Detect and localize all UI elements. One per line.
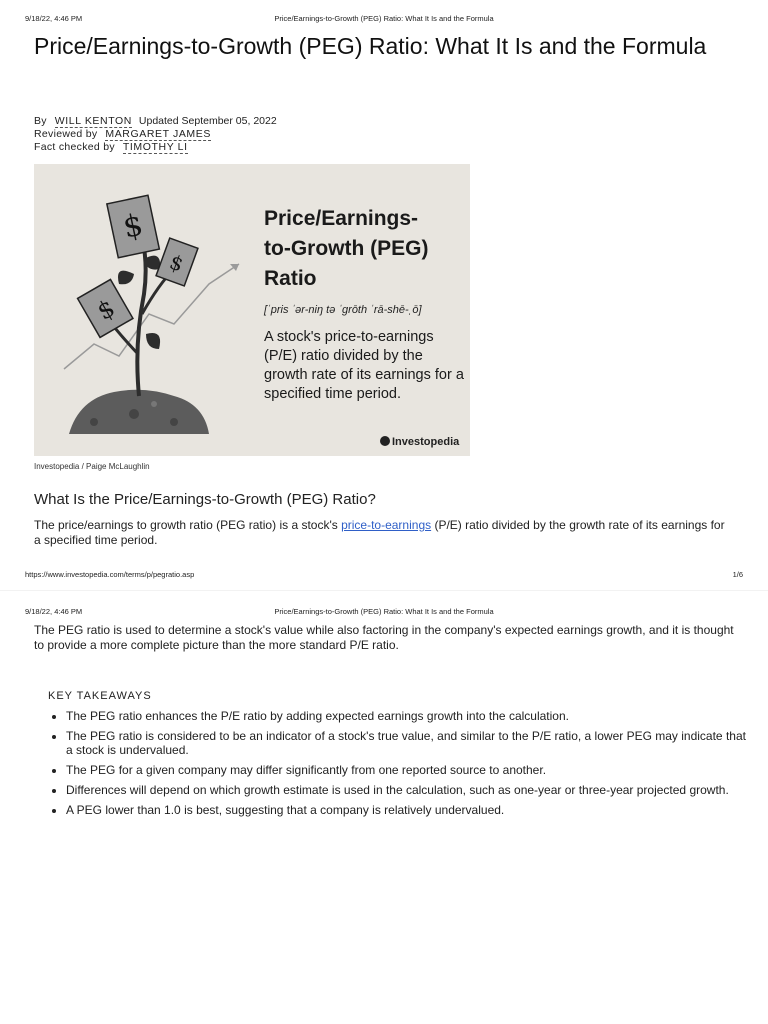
money-plant-illustration xyxy=(34,164,264,456)
reviewed-label: Reviewed by xyxy=(34,128,98,140)
author-link[interactable]: WILL KENTON xyxy=(54,115,132,127)
by-label: By xyxy=(34,115,47,127)
hero-title-line2a: to-Growth ( xyxy=(264,237,378,260)
hero-title-peg: PEG xyxy=(377,237,422,260)
svg-text:$: $ xyxy=(120,207,147,246)
logo-mark-icon xyxy=(380,436,390,446)
print-date-2: 9/18/22, 4:46 PM xyxy=(25,607,83,616)
list-item: • Differences will depend on which growth estimate is used in the calculation, such as one-year or three-year projected growth. xyxy=(66,783,746,797)
investopedia-logo xyxy=(380,436,459,448)
key-takeaways-label: KEY TAKEAWAYS xyxy=(48,690,152,702)
print-url: https://www.investopedia.com/terms/p/pegratio.asp xyxy=(25,570,195,579)
price-to-earnings-link[interactable]: price-to-earnings xyxy=(341,518,432,532)
key-takeaways-list xyxy=(48,709,746,823)
hero-image xyxy=(34,164,470,456)
intro-text-2: (P/E) ratio divided by the growth rate of its earnings for a specified time period. xyxy=(34,518,725,547)
page-separator xyxy=(0,590,768,591)
svg-text:$: $ xyxy=(92,293,120,326)
print-date: 9/18/22, 4:46 PM xyxy=(25,14,83,23)
reviewer-link[interactable]: MARGARET JAMES xyxy=(105,128,211,140)
image-credit: Investopedia / Paige McLaughlin xyxy=(34,462,150,471)
page-title: Price/Earnings-to-Growth (PEG) Ratio: What It Is and the Formula xyxy=(34,33,707,59)
intro-paragraph xyxy=(34,518,734,548)
intro-text-1: The price/earnings to growth ratio (PEG ratio) is a stock's xyxy=(34,518,342,532)
print-title-2: Price/Earnings-to-Growth (PEG) Ratio: What It Is and the Formula xyxy=(274,607,494,616)
svg-text:$: $ xyxy=(166,249,187,277)
hero-title-line1: Price/Earnings- xyxy=(264,207,419,230)
list-item: • A PEG lower than 1.0 is best, suggesting that a company is relatively undervalued. xyxy=(66,803,746,817)
hero-definition: A stock's price-to-earnings (P/E) ratio divided by the growth rate of its earnings for a specified time period. xyxy=(264,329,464,402)
hero-title-line3: Ratio xyxy=(264,267,317,290)
factcheck-label: Fact checked by xyxy=(34,141,115,153)
logo-text: Investopedia xyxy=(392,436,460,448)
list-item: • The PEG for a given company may differ significantly from one reported source to another. xyxy=(66,763,746,777)
print-page-number: 1/6 xyxy=(732,570,743,579)
hero-title-line2 xyxy=(264,234,464,264)
print-header-page1 xyxy=(0,14,768,28)
print-title: Price/Earnings-to-Growth (PEG) Ratio: What It Is and the Formula xyxy=(274,14,494,23)
section-heading: What Is the Price/Earnings-to-Growth (PEG) Ratio? xyxy=(34,491,376,508)
hero-title xyxy=(264,204,464,294)
hero-pronunciation: [ˈpris ˈər-niŋ tə ˈgrōth ˈrā-shē-ˌō] xyxy=(264,304,422,316)
print-header-page2 xyxy=(0,607,768,621)
updated-date: Updated September 05, 2022 xyxy=(138,115,277,127)
hero-title-line2c: ) xyxy=(421,237,429,260)
byline xyxy=(34,115,277,154)
factchecker-link[interactable]: TIMOTHY LI xyxy=(122,141,188,153)
peg-usage-paragraph: The PEG ratio is used to determine a stock's value while also factoring in the company's expected earnings growth, and it is thought to provide a more complete picture than the more standard P/E ratio. xyxy=(34,623,734,652)
list-item: • The PEG ratio enhances the P/E ratio by adding expected earnings growth into the calculation. xyxy=(66,709,746,723)
list-item: • The PEG ratio is considered to be an indicator of a stock's true value, and similar to the P/E ratio, a lower PEG may indicate that a stock is undervalued. xyxy=(66,729,746,757)
